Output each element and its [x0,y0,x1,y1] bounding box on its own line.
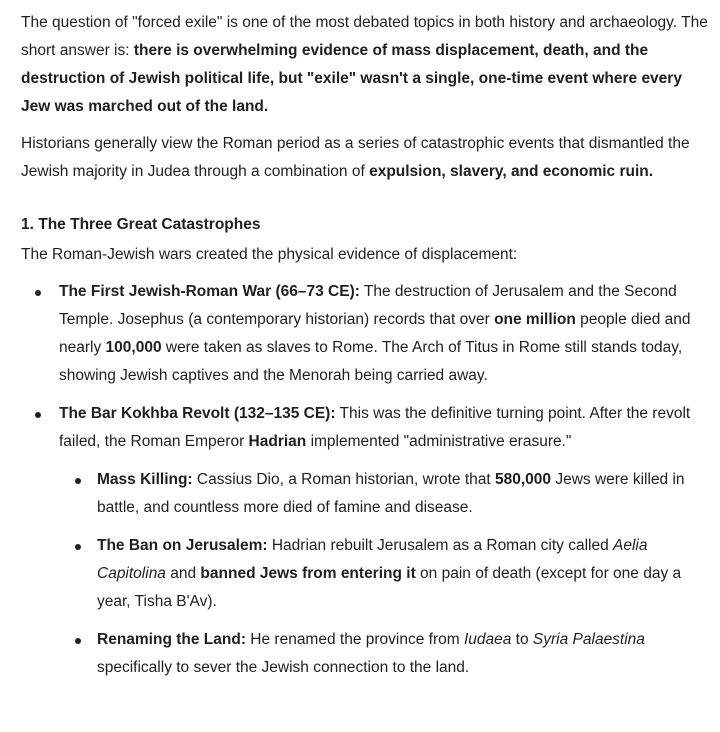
list-item-first-war: The First Jewish-Roman War (66–73 CE): The destruction of Jerusalem and the Second Temple. Josephus (a contemporary historian) records that over one million people died and nearly 100,000 were taken as slaves to Rome. The Arch of Titus in Rome still stands today, showing Jewish captives and the Menorah being carried away. [21,278,712,390]
section-heading: 1. The Three Great Catastrophes [21,216,261,233]
sublist-item-renaming: Renaming the Land: He renamed the province from Iudaea to Syria Palaestina specifically to sever the Jewish connection to the land. [59,626,712,682]
intro-key-causes: expulsion, slavery, and economic ruin. [369,163,654,180]
sublist-item-ban-jerusalem: The Ban on Jerusalem: Hadrian rebuilt Jerusalem as a Roman city called Aelia Capitolina and banned Jews from entering it on pain of death (except for one day a year, Tisha B'Av). [59,532,712,616]
bar-kokhba-sublist [59,466,712,682]
intro-key-answer: there is overwhelming evidence of mass displacement, death, and the destruction of Jewish political life, but "exile" wasn't a single, one-time event where every Jew was marched out of the land. [21,42,682,115]
list-item-bar-kokhba: The Bar Kokhba Revolt (132–135 CE): This was the definitive turning point. After the revolt failed, the Roman Emperor Hadrian implemented "administrative erasure." Mass Killing: Cassius Dio, a Roman historian, wrote that 580,000 Jews were killed in battle, and countless more died of famine and disease. The Ban on Jerusalem: Hadrian rebuilt Jerusalem as a Roman city called Aelia Capitolina and banned Jews from entering it on pain of death (except for one day a year, Tisha B'Av). Renaming the Land: He renamed the province from Iudaea to Syria Palaestina specifically to sever the Jewish connection to the land. [21,400,712,682]
sublist-item-mass-killing: Mass Killing: Cassius Dio, a Roman historian, wrote that 580,000 Jews were killed in battle, and countless more died of famine and disease. [59,466,712,522]
catastrophes-list [21,278,712,682]
section-lead: The Roman-Jewish wars created the physical evidence of displacement: [21,246,518,263]
intro-paragraph-1: The question of "forced exile" is one of the most debated topics in both history and archaeology. The short answer is: there is overwhelming evidence of mass displacement, death, and the destruction of Jewish political life, but "exile" wasn't a single, one-time event where every Jew was marched out of the land. [21,14,708,115]
intro-paragraph-2: Historians generally view the Roman period as a series of catastrophic events that dismantled the Jewish majority in Judea through a combination of expulsion, slavery, and economic ruin. [21,135,690,180]
